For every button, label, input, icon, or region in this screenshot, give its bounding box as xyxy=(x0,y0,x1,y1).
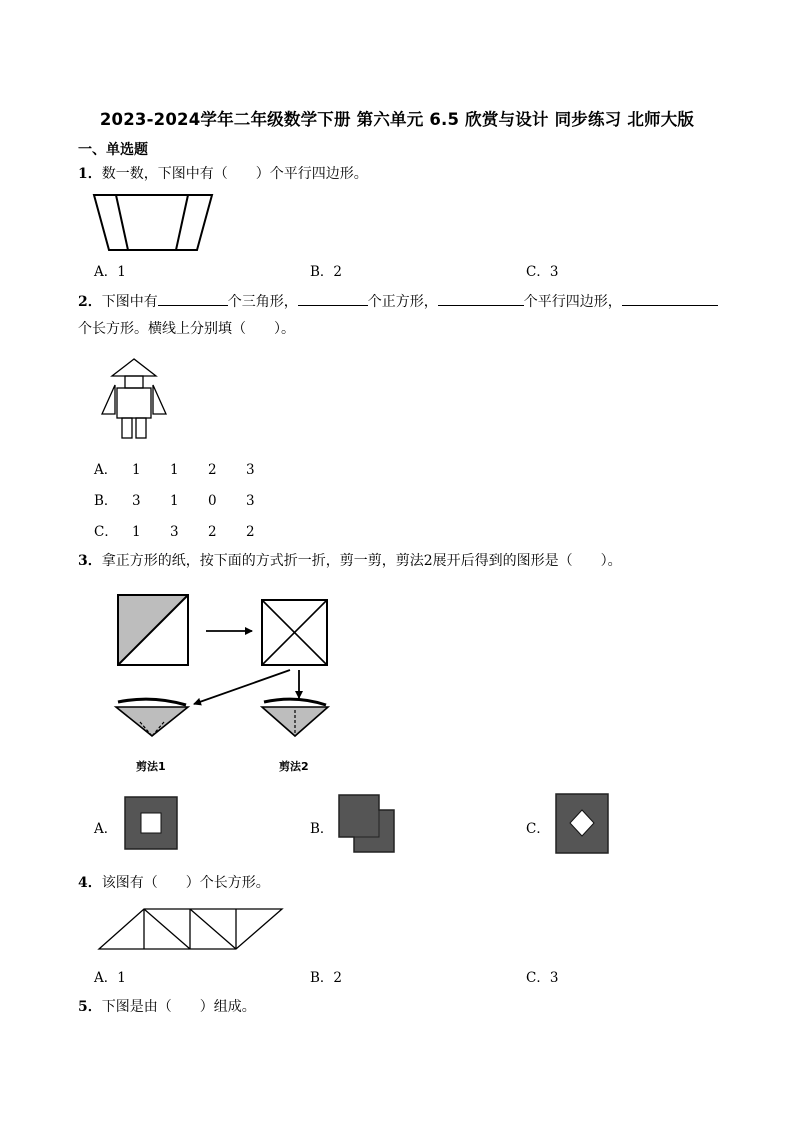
question-3-option-c[interactable]: C． xyxy=(526,821,550,837)
answer-blank-2 xyxy=(298,290,368,306)
question-2-stem-line-2: 个长方形。横线上分别填（ ）。 xyxy=(78,321,295,337)
question-4-parallelogram-figure xyxy=(96,906,286,952)
question-1-option-a[interactable]: A．1 xyxy=(94,264,126,280)
question-1-trapezoid-figure xyxy=(92,193,214,253)
question-3-stem xyxy=(78,551,622,571)
question-3-option-a-shape xyxy=(124,796,180,852)
cut-method-2-caption: 剪法2 xyxy=(279,760,309,773)
question-3-option-b[interactable]: B． xyxy=(310,821,334,837)
question-3-folding-diagram xyxy=(112,590,352,740)
answer-blank-4 xyxy=(622,290,718,306)
question-4-option-c[interactable]: C．3 xyxy=(526,970,559,986)
question-1-option-c[interactable]: C．3 xyxy=(526,264,559,280)
question-3-option-a[interactable]: A． xyxy=(94,821,118,837)
question-2-option-b[interactable]: B． 3 1 0 3 xyxy=(94,493,255,509)
question-1-option-b[interactable]: B．2 xyxy=(310,264,343,280)
question-5-text: 下图是由（ ）组成。 xyxy=(101,999,256,1015)
page-title: 2023-2024学年二年级数学下册 第六单元 6.5 欣赏与设计 同步练习 北师大版 xyxy=(99,110,695,129)
question-1-number: 1． xyxy=(78,166,102,182)
section-title: 一、单选题 xyxy=(78,142,148,158)
question-2-option-a[interactable]: A． 1 1 2 3 xyxy=(94,462,255,478)
question-4-number: 4． xyxy=(78,875,102,891)
question-1-stem xyxy=(78,164,368,184)
question-2-number: 2． xyxy=(78,294,102,310)
question-4-option-b[interactable]: B．2 xyxy=(310,970,343,986)
question-1-text: 数一数，下图中有（ ）个平行四边形。 xyxy=(101,166,368,182)
question-4-text: 该图有（ ）个长方形。 xyxy=(101,875,270,891)
question-4-option-a[interactable]: A．1 xyxy=(94,970,126,986)
question-2-robot-figure xyxy=(98,357,170,441)
question-3-option-b-shape xyxy=(336,793,398,855)
question-5-stem xyxy=(78,997,256,1017)
question-3-option-c-shape xyxy=(555,793,611,855)
cut-method-1-caption: 剪法1 xyxy=(136,760,166,773)
answer-blank-1 xyxy=(158,290,228,306)
question-3-text: 拿正方形的纸，按下面的方式折一折，剪一剪，剪法2展开后得到的图形是（ ）。 xyxy=(101,553,622,569)
answer-blank-3 xyxy=(438,290,524,306)
question-3-number: 3． xyxy=(78,553,102,569)
question-2-option-c[interactable]: C． 1 3 2 2 xyxy=(94,524,255,540)
question-5-number: 5． xyxy=(78,999,102,1015)
question-4-stem xyxy=(78,873,270,893)
question-2-stem: 2．下图中有 个三角形， 个正方形， 个平行四边形， xyxy=(78,290,718,312)
